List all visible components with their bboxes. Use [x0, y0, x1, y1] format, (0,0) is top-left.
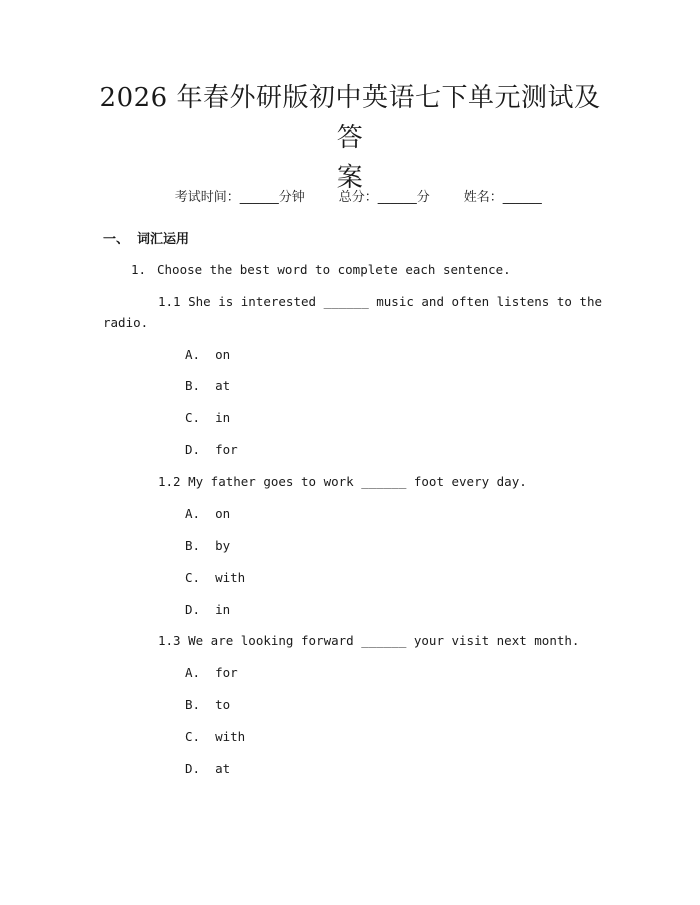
option-1-1-c: C. in [185, 410, 231, 425]
option-1-1-b: B. at [185, 378, 231, 393]
option-1-1-a: A. on [185, 347, 231, 362]
question-instruction [131, 260, 511, 280]
section-title: 词汇运用 [137, 232, 190, 247]
section-number: 一、 [103, 232, 130, 247]
name-label: 姓名：______ [463, 190, 542, 205]
exam-time-label: 考试时间：______分钟 [174, 190, 305, 205]
option-1-2-a: A. on [185, 506, 231, 521]
sub-question-1-1-continuation: radio. [103, 315, 149, 330]
section-heading [103, 230, 189, 250]
option-1-3-c: C. with [185, 729, 246, 744]
option-1-3-d: D. at [185, 761, 231, 776]
sub-question-1-3: 1.3 We are looking forward ______ your visit next month. [158, 633, 580, 648]
option-1-3-a: A. for [185, 665, 238, 680]
total-score-label: 总分：______分 [338, 190, 430, 205]
question-instruction-text: Choose the best word to complete each sentence. [157, 262, 511, 277]
option-1-1-d: D. for [185, 442, 238, 457]
option-1-2-b: B. by [185, 538, 231, 553]
option-1-2-c: C. with [185, 570, 246, 585]
question-number: 1. [131, 262, 147, 277]
title-line-2: 案 [336, 163, 364, 193]
sub-question-1-2: 1.2 My father goes to work ______ foot every day. [158, 474, 527, 489]
sub-question-1-1: 1.1 She is interested ______ music and often listens to the [158, 294, 603, 309]
option-1-2-d: D. in [185, 602, 231, 617]
title-line-1: 2026 年春外研版初中英语七下单元测试及答 [99, 83, 601, 153]
option-1-3-b: B. to [185, 697, 231, 712]
exam-info [0, 168, 700, 228]
